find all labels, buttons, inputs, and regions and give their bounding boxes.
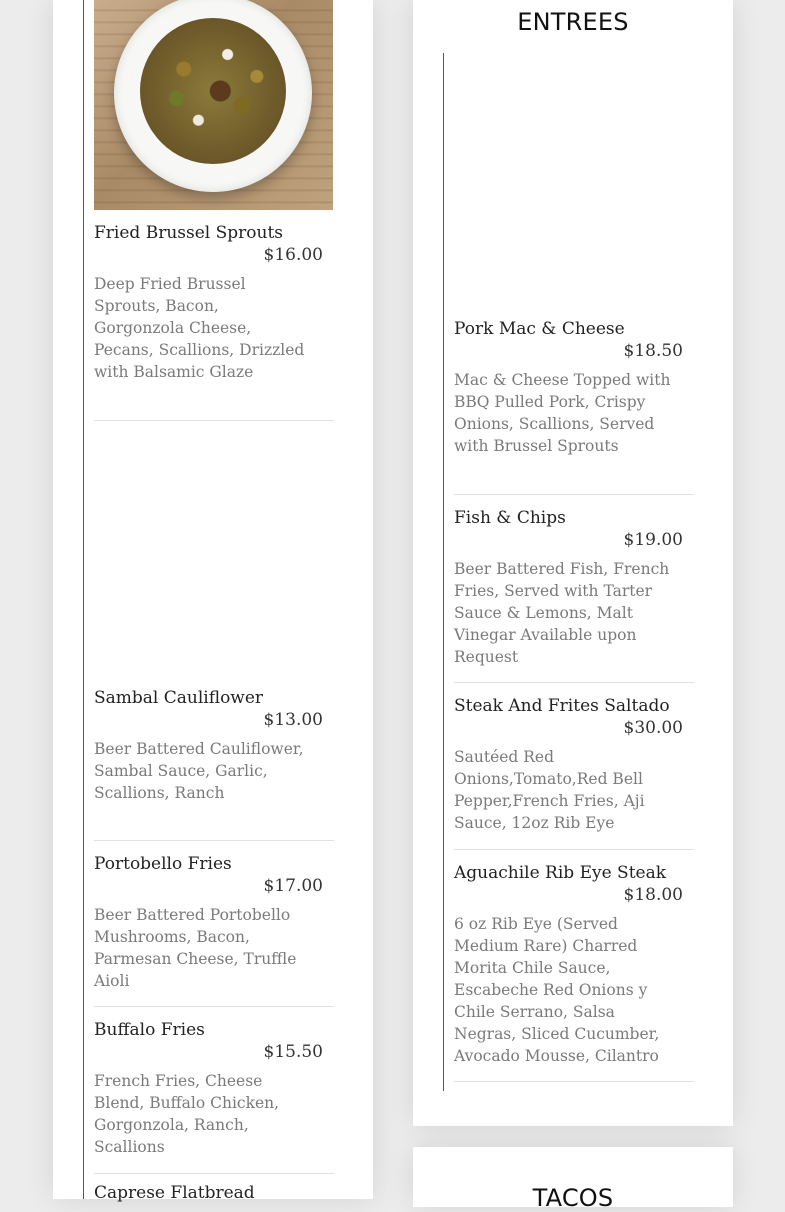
item-description: Beer Battered Fish, French Fries, Served with Tarter Sauce & Lemons, Malt Vinegar Available upon Request (454, 560, 670, 666)
tacos-card (413, 1147, 733, 1212)
item-price: $15.50 (263, 1042, 323, 1062)
item-name: Portobello Fries (94, 854, 232, 874)
item-price: $18.00 (623, 885, 683, 905)
item-price: $16.00 (263, 245, 323, 265)
item-name: Pork Mac & Cheese (454, 319, 625, 339)
section-title: ENTREES (517, 8, 629, 36)
item-price: $17.00 (263, 876, 323, 896)
accent-rule (443, 53, 444, 1091)
item-name: Aguachile Rib Eye Steak (454, 863, 667, 883)
item-description: Sautéed Red Onions,Tomato,Red Bell Pepper,French Fries, Aji Sauce, 12oz Rib Eye (454, 748, 645, 832)
item-description: Mac & Cheese Topped with BBQ Pulled Pork, Crispy Onions, Scallions, Served with Brussel Sprouts (454, 371, 671, 455)
item-description: 6 oz Rib Eye (Served Medium Rare) Charred Morita Chile Sauce, Escabeche Red Onions y Chile Serrano, Salsa Negras, Sliced Cucumber, Avocado Mousse, Cilantro (454, 915, 660, 1065)
item-name: Sambal Cauliflower (94, 688, 264, 708)
item-price: $13.00 (263, 710, 323, 730)
item-name: Fried Brussel Sprouts (94, 223, 284, 243)
item-divider (454, 849, 694, 850)
item-description: Beer Battered Portobello Mushrooms, Bacon, Parmesan Cheese, Truffle Aioli (94, 906, 297, 990)
entrees-card (413, 0, 733, 1126)
item-divider (454, 682, 694, 683)
item-price: $19.00 (623, 530, 683, 550)
item-description: Beer Battered Cauliflower, Sambal Sauce, Garlic, Scallions, Ranch (94, 740, 304, 802)
item-name: Caprese Flatbread (94, 1183, 255, 1203)
item-divider (94, 1006, 334, 1007)
item-divider (94, 840, 334, 841)
item-description: French Fries, Cheese Blend, Buffalo Chicken, Gorgonzola, Ranch, Scallions (94, 1072, 280, 1156)
item-price: $30.00 (623, 718, 683, 738)
item-divider (94, 420, 334, 421)
accent-rule (83, 0, 84, 1199)
item-name: Buffalo Fries (94, 1020, 205, 1040)
item-divider (94, 1173, 334, 1174)
item-divider (454, 1081, 694, 1082)
brussel-sprouts-photo (94, 0, 333, 210)
item-name: Steak And Frites Saltado (454, 696, 670, 716)
bowl-image (114, 0, 312, 192)
menu-card-left (53, 0, 373, 1203)
section-title: TACOS (532, 1184, 614, 1212)
item-price: $18.50 (623, 341, 683, 361)
item-name: Fish & Chips (454, 508, 566, 528)
item-divider (454, 494, 694, 495)
item-description: Deep Fried Brussel Sprouts, Bacon, Gorgonzola Cheese, Pecans, Scallions, Drizzled with Balsamic Glaze (94, 275, 305, 381)
